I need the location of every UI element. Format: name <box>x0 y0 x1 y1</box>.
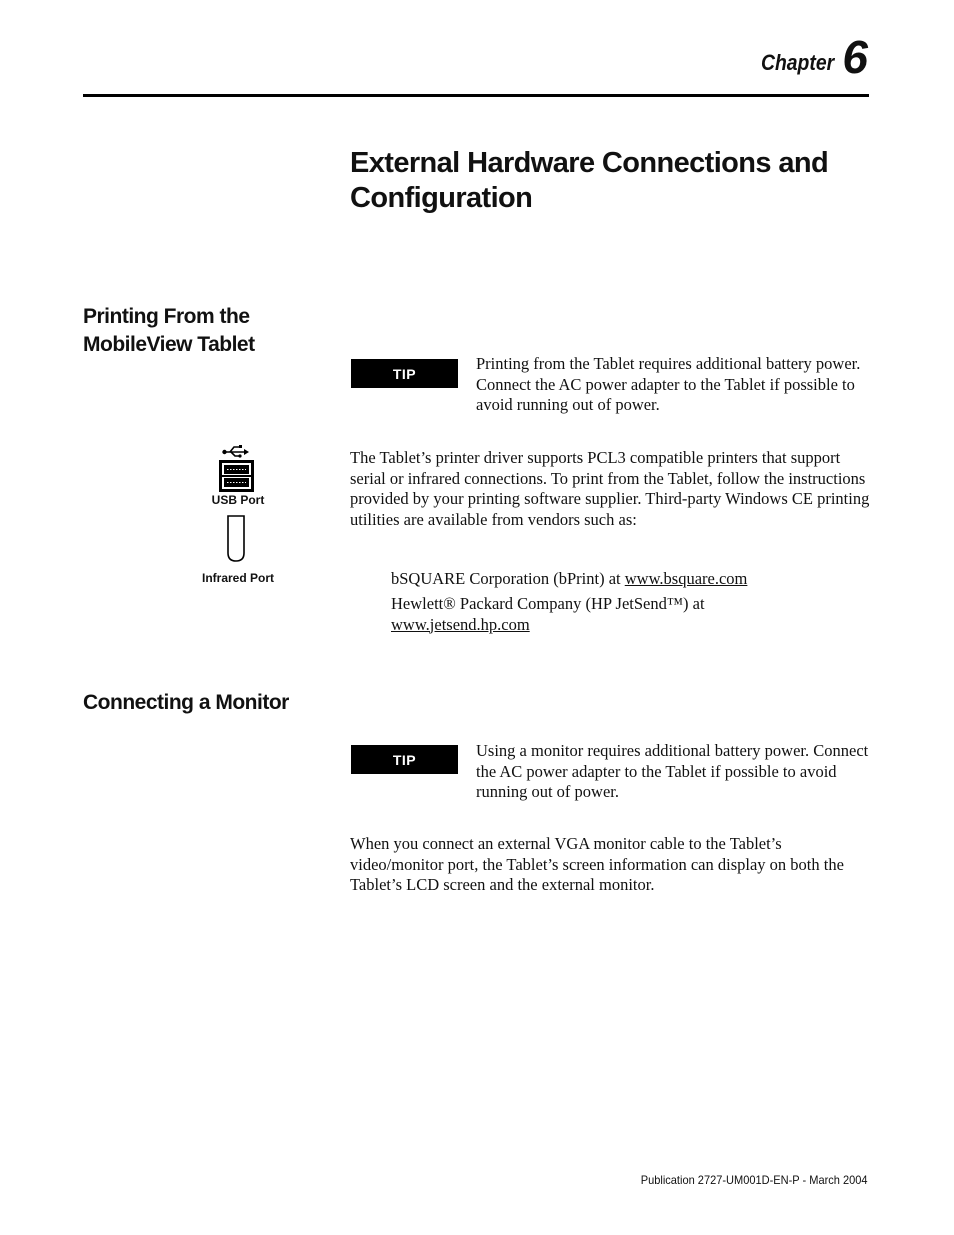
monitor-tip-text: Using a monitor requires additional battery power. Connect the AC power adapter to the Tablet if possible to avoid running out of power. <box>476 741 869 801</box>
printing-tip-text: Printing from the Tablet requires additional battery power. Connect the AC power adapter to the Tablet if possible to avoid running out of power. <box>476 354 861 414</box>
usb-port-label: USB Port <box>211 493 265 507</box>
vendor-item <box>391 569 861 590</box>
vendor-text: bSQUARE Corporation (bPrint) at <box>391 569 625 588</box>
printing-tip-badge: TIP <box>351 359 458 388</box>
vendor-link-jetsend[interactable]: www.jetsend.hp.com <box>391 614 530 634</box>
chapter-header <box>751 31 868 83</box>
publication-footer: Publication 2727-UM001D-EN-P - March 2004 <box>641 1173 868 1187</box>
printing-section-heading: Printing From the MobileView Tablet <box>83 305 255 356</box>
vendor-text: Hewlett® Packard Company (HP JetSend™) at <box>391 594 705 613</box>
chapter-number: 6 <box>842 31 868 83</box>
monitor-body-text: When you connect an external VGA monitor cable to the Tablet’s video/monitor port, the Tablet’s screen information can display on both the Tablet’s LCD screen and the external monitor. <box>350 834 844 894</box>
vendor-link-bsquare[interactable]: www.bsquare.com <box>624 569 748 588</box>
infrared-port-label: Infrared Port <box>201 571 274 585</box>
chapter-word: Chapter <box>761 50 835 75</box>
monitor-section-heading: Connecting a Monitor <box>83 691 289 714</box>
usb-port-icon <box>218 442 256 494</box>
chapter-rule <box>83 94 869 97</box>
vendor-item <box>391 594 771 635</box>
infrared-port-icon <box>226 515 246 563</box>
chapter-title: External Hardware Connections and Configuration <box>350 147 829 214</box>
printing-body-text: The Tablet’s printer driver supports PCL3 compatible printers that support serial or infrared connections. To print from the Tablet, follow the instructions provided by your printing software supplier. Third-party Windows CE printing utilities are available from vendors such as: <box>350 448 870 529</box>
monitor-tip-badge: TIP <box>351 745 458 774</box>
